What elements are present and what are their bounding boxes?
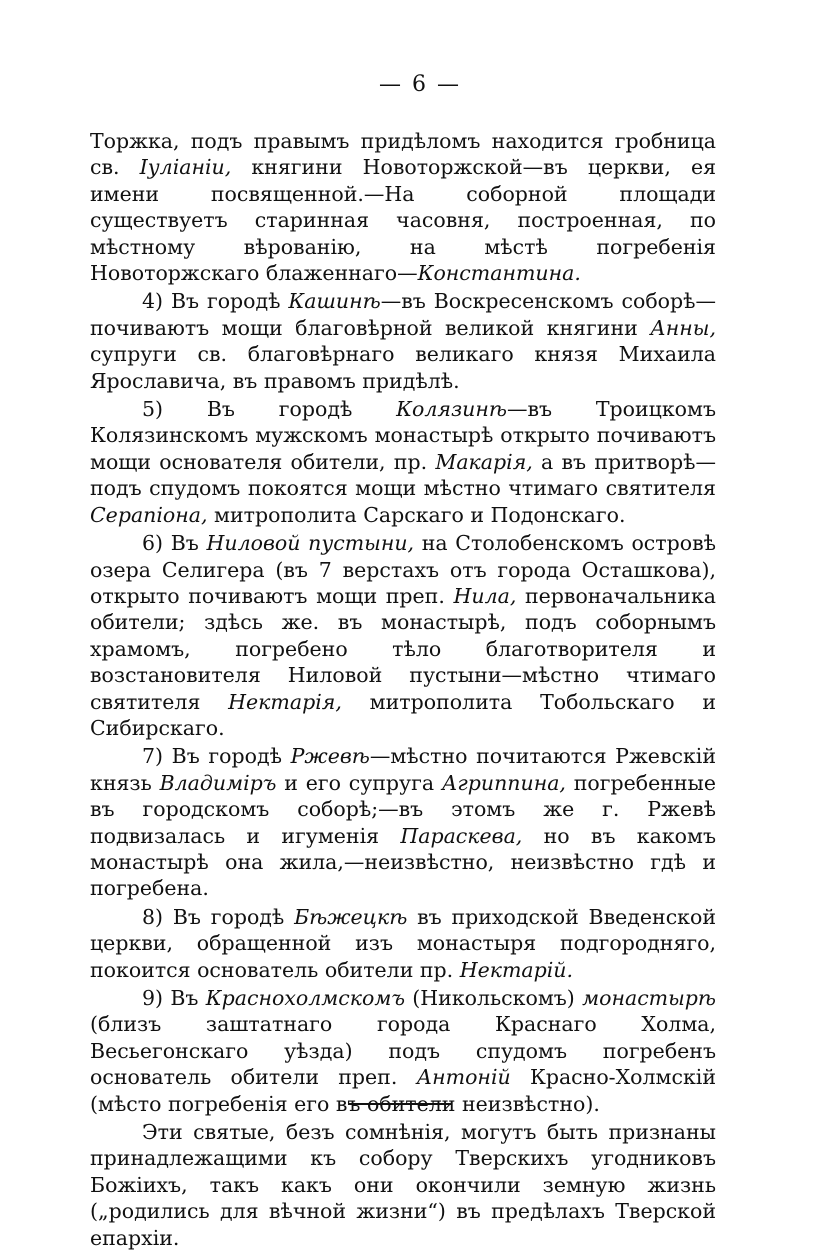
text-run: княгини Новоторжской—въ церкви, ея имени посвященной.—На соборной площади существуетъ старинная часовня, построенная, по мѣстному вѣрованію, на мѣстѣ погребенія Новоторжскаго блаженнаго— (90, 155, 717, 286)
italic-name: Серапіона, (90, 502, 208, 527)
text-run: митрополита Сарскаго и Подонскаго. (207, 502, 626, 527)
paragraph-rzhev (90, 743, 716, 901)
italic-name: Анны, (650, 315, 716, 340)
paragraph-kolyazin (90, 396, 716, 528)
page-number: — 6 — (379, 72, 461, 97)
text-run: Торжка, подъ правымъ придѣломъ находится гробница св. (90, 129, 716, 180)
italic-name: Макарія, (435, 449, 533, 474)
italic-name: монастырѣ (582, 986, 717, 1010)
italic-name: Краснохолмскомъ (205, 986, 405, 1010)
italic-name: Константина. (417, 261, 581, 286)
italic-name: Ниловой пустыни, (206, 531, 415, 556)
italic-name: Іуліаніи, (139, 155, 232, 180)
italic-name: Параскева, (400, 823, 523, 848)
text-run: первоначальника обители; здѣсь же. въ монастырѣ, подъ соборнымъ храмомъ, погребено тѣло благотворителя и возстановителя Ниловой пустыни—мѣстно чтимаго святителя (90, 583, 716, 714)
italic-name: Антоній (416, 1065, 511, 1090)
text-run: митрополита Тобольскаго и Сибирскаго. (90, 689, 716, 740)
text-run: супруги св. благовѣрнаго великаго князя Михаила Ярославича, въ правомъ придѣлѣ. (90, 342, 716, 393)
italic-name: Агриппина, (441, 770, 566, 795)
text-run: 4) Въ городѣ (142, 289, 289, 314)
text-run: —въ Воскресенскомъ соборѣ—почиваютъ мощи благовѣрной великой княгини (90, 289, 716, 340)
text-run: погребенные въ городскомъ соборѣ;—въ этомъ же г. Ржевѣ подвизалась и игуменія (90, 770, 717, 848)
italic-name: Нектарія, (228, 689, 342, 714)
italic-name: Нектарій. (459, 957, 574, 982)
italic-name: Ржевѣ (290, 744, 370, 769)
paragraph-conclusion (90, 1119, 716, 1251)
paragraph-continuation (90, 128, 716, 286)
text-run: (близъ заштатнаго города Краснаго Холма, Весьегонскаго уѣзда) подъ спудомъ погребенъ основатель обители преп. (90, 1012, 716, 1090)
italic-name: Нила, (453, 583, 517, 608)
text-run: 8) Въ городѣ (142, 904, 295, 929)
italic-name: Бѣжецкѣ (294, 904, 408, 929)
paragraph-kashin (90, 288, 716, 394)
italic-name: Владиміръ (159, 770, 277, 795)
text-run: но въ какомъ монастырѣ она жила,—неизвѣстно, неизвѣстно гдѣ и погребена. (90, 823, 716, 901)
text-run: Эти святые, безъ сомнѣнія, могутъ быть признаны принадлежащими къ собору Тверскихъ угодниковъ Божіихъ, такъ какъ они окончили земную жизнь („родились для вѣчной жизни“) въ предѣлахъ Тверской епархіи. (90, 1120, 716, 1250)
text-run: Красно-Холмскій (мѣсто погребенія его въ обители неизвѣстно). (90, 1065, 716, 1116)
body-text (90, 128, 716, 1251)
text-run: —въ Троицкомъ Колязинскомъ мужскомъ монастырѣ открыто почиваютъ мощи основателя обители, пр. (90, 397, 717, 474)
text-run: (Никольскомъ) (405, 986, 583, 1010)
italic-name: Колязинѣ (396, 397, 507, 422)
text-run: 9) Въ (142, 986, 206, 1010)
text-run: —мѣстно почитаются Ржевскій князь (90, 744, 716, 795)
text-run: 5) Въ городѣ (142, 397, 397, 422)
text-run: 7) Въ городѣ (142, 744, 291, 769)
closing-rule (348, 1103, 452, 1105)
text-run: 6) Въ (142, 531, 207, 556)
italic-name: Кашинѣ (288, 289, 381, 314)
paragraph-nilova-pustyn (90, 530, 716, 741)
text-run: и его супруга (276, 770, 442, 795)
text-run: въ приходской Введенской церкви, обращенной изъ монастыря подгородняго, покоится основатель обители пр. (90, 904, 716, 982)
paragraph-krasny-kholm (90, 985, 716, 1117)
paragraph-bezhetsk (90, 904, 716, 983)
text-run: а въ притворѣ—подъ спудомъ покоятся мощи мѣстно чтимаго святителя (90, 449, 717, 501)
text-run: на Столобенскомъ островѣ озера Селигера (въ 7 верстахъ отъ города Осташкова), открыто почиваютъ мощи преп. (90, 531, 716, 608)
